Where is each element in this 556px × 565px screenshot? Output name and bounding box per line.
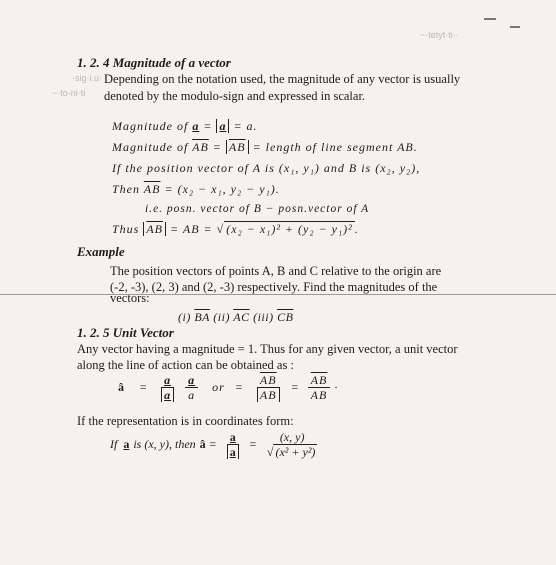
formula-text: = AB = xyxy=(170,222,213,236)
item-number: (i) xyxy=(178,310,191,324)
equals: = xyxy=(234,380,244,394)
fraction-denominator: a xyxy=(229,445,236,459)
scan-mark xyxy=(484,18,496,20)
vector-cb: $\overline{CB}$ xyxy=(277,310,294,324)
vector-ab-abs: $\overline{AB}$ xyxy=(146,222,164,236)
fraction-denominator: AB xyxy=(257,388,280,402)
vector-ba: $\overline{BA}$ xyxy=(194,310,210,324)
item-number: (iii) xyxy=(253,310,274,324)
fraction-numerator: a xyxy=(229,430,236,444)
scan-fold-line xyxy=(0,294,556,295)
vector-ab: $\overline{AB}$ xyxy=(192,140,209,154)
formula-text: Thus xyxy=(112,222,140,236)
formula-position-vectors: If the position vector of A is (x₁, y₁) and B is (x₂, y₂), xyxy=(112,161,421,175)
paragraph-line: along the line of action can be obtained as : xyxy=(77,358,294,372)
vector-ab-abs: $\overline{AB}$ xyxy=(228,140,246,154)
unit-vector-symbol: â xyxy=(199,437,206,451)
formula-thus xyxy=(112,222,359,237)
fraction-numerator: $\overline{AB}$ xyxy=(257,373,280,388)
formula-text: is (x, y), then xyxy=(133,437,196,451)
section-heading: 1. 2. 4 Magnitude of a vector xyxy=(77,55,231,70)
vector-a: a xyxy=(192,119,200,133)
fraction-numerator: $\overline{AB}$ xyxy=(308,373,331,388)
vector-ab: $\overline{AB}$ xyxy=(143,182,161,196)
formula-then xyxy=(112,182,280,197)
formula-text: . xyxy=(354,222,359,236)
sqrt-body: (x₂ − x₁)² + (y₂ − y₁)² xyxy=(226,222,353,236)
fraction-denominator: a xyxy=(164,388,172,402)
example-vectors xyxy=(178,310,293,325)
formula-text: · xyxy=(334,380,339,394)
fraction-numerator: a xyxy=(164,373,172,387)
fraction xyxy=(254,373,283,402)
fraction xyxy=(185,373,198,402)
fraction xyxy=(308,373,331,402)
sqrt-sign: √ xyxy=(216,222,225,236)
paragraph-line: denoted by the modulo-sign and expressed in scalar. xyxy=(104,89,366,103)
equals: = xyxy=(139,380,149,394)
fraction xyxy=(158,373,177,402)
fraction-denominator: AB xyxy=(310,388,328,402)
fraction xyxy=(264,430,321,459)
vector-ac: $\overline{AC}$ xyxy=(233,310,250,324)
formula-text: = a. xyxy=(233,119,258,133)
vector-a: a xyxy=(123,437,130,451)
formula-ie: i.e. posn. vector of B − posn.vector of A xyxy=(145,203,370,215)
equals: = xyxy=(203,119,213,133)
paragraph-line: (-2, -3), (2, 3) and (2, -3) respectively. Find the magnitudes of the xyxy=(110,280,438,294)
coords-formula xyxy=(110,430,324,459)
scan-artifact-left: ·sig·i.u· xyxy=(72,73,103,83)
fraction-denominator: (x² + y²) xyxy=(275,445,316,459)
formula-text: Magnitude of xyxy=(112,140,189,154)
fraction xyxy=(224,430,242,459)
equals: = xyxy=(290,380,300,394)
formula-text: Then xyxy=(112,182,140,196)
item-number: (ii) xyxy=(213,310,230,324)
sqrt-sign: √ xyxy=(266,445,274,459)
scan-mark xyxy=(510,26,520,28)
scan-artifact-left: ~·to·ni·ti xyxy=(52,88,86,98)
equals: = xyxy=(248,437,257,451)
paragraph-line: The position vectors of points A, B and C relative to the origin are xyxy=(110,264,442,278)
example-label: Example xyxy=(77,244,125,259)
fraction-numerator: a xyxy=(188,373,196,387)
paragraph-line: vectors: xyxy=(110,291,150,305)
paragraph-line: If the representation is in coordinates form: xyxy=(77,414,294,428)
scan-artifact-top: ~·tetyt·ti·· xyxy=(420,30,459,40)
fraction-denominator: a xyxy=(188,388,196,402)
formula-text: Magnitude of xyxy=(112,119,189,133)
formula-text: If xyxy=(110,437,118,451)
unit-vector-formula xyxy=(118,373,338,402)
formula-text: = length of line segment AB. xyxy=(252,140,418,154)
unit-vector-symbol: â xyxy=(118,380,125,394)
equals: = xyxy=(212,140,222,154)
vector-a-abs: a xyxy=(219,119,227,133)
paragraph-line: Depending on the notation used, the magnitude of any vector is usually xyxy=(104,72,461,86)
formula-text: = (x₂ − x₁, y₂ − y₁). xyxy=(164,182,280,196)
paragraph-line: Any vector having a magnitude = 1. Thus for any given vector, a unit vector xyxy=(77,342,458,356)
equals: = xyxy=(208,437,217,451)
fraction-numerator: (x, y) xyxy=(277,430,308,445)
section-heading: 1. 2. 5 Unit Vector xyxy=(77,325,174,340)
formula-magnitude-ab xyxy=(112,140,418,155)
or-text: or xyxy=(212,380,225,394)
formula-magnitude-a xyxy=(112,119,258,134)
